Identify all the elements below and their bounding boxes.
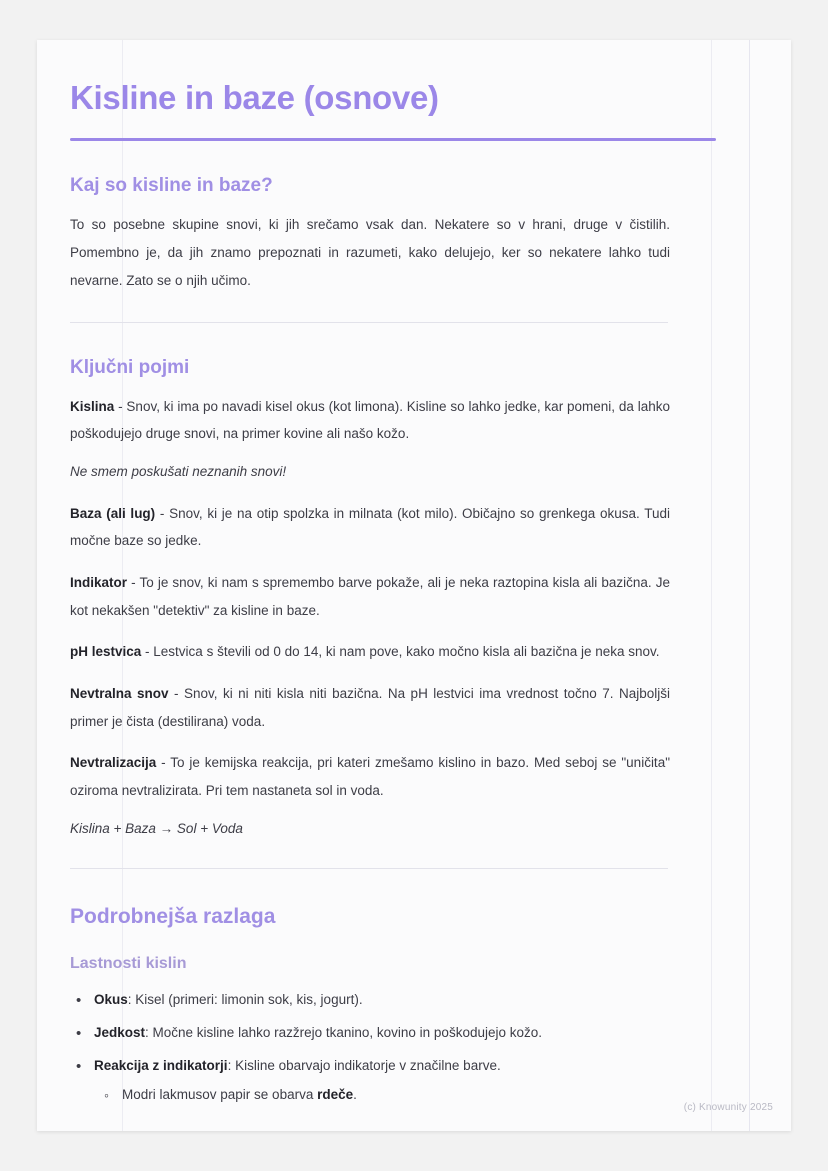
sub-list-item-emphasis: rdeče <box>317 1087 354 1103</box>
section-heading-details: Podrobnejša razlaga <box>70 905 276 929</box>
sub-list <box>94 1080 670 1109</box>
margin-rule-right <box>711 40 712 1131</box>
term-block-kislina <box>70 393 670 486</box>
section-divider-2 <box>70 868 668 869</box>
title-underline <box>70 138 716 141</box>
section-heading-intro: Kaj so kisline in baze? <box>70 174 273 196</box>
term-label: pH lestvica <box>70 644 142 660</box>
page-title: Kisline in baze (osnove) <box>70 79 439 116</box>
term-label: Nevtralizacija <box>70 755 157 771</box>
term-paragraph <box>70 638 670 666</box>
section-heading-key-terms: Ključni pojmi <box>70 356 190 378</box>
list-item-text: : Kisline obarvajo indikatorje v značilne barve. <box>227 1058 501 1074</box>
section-divider-1 <box>70 322 668 323</box>
term-paragraph <box>70 749 670 804</box>
term-paragraph <box>70 569 670 624</box>
list-item <box>94 1018 670 1047</box>
term-paragraph <box>70 680 670 735</box>
term-block-nevtralizacija <box>70 749 670 842</box>
term-block-baza <box>70 500 670 555</box>
term-definition: - Snov, ki ima po navadi kisel okus (kot limona). Kisline so lahko jedke, kar pomeni, da lahko poškodujejo druge snovi, na primer kovine ali našo kožo. <box>70 398 670 442</box>
list-item-text: : Močne kisline lahko razžrejo tkanino, kovino in poškodujejo kožo. <box>145 1025 542 1041</box>
list-item-label: Jedkost <box>94 1025 146 1041</box>
list-item <box>94 985 670 1014</box>
term-definition: - Snov, ki je na otip spolzka in milnata (kot milo). Običajno so grenkega okusa. Tudi močne baze so jedke. <box>70 505 671 549</box>
term-definition: - To je kemijska reakcija, pri kateri zmešamo kislino in bazo. Med seboj se "uničita" oziroma nevtralizirata. Pri tem nastaneta sol in voda. <box>70 755 670 799</box>
sub-list-item-suffix: . <box>353 1087 357 1103</box>
term-definition: - To je snov, ki nam s spremembo barve pokaže, ali je neka raztopina kisla ali bazična. Je kot nekakšen "detektiv" za kisline in baze. <box>70 574 670 618</box>
term-label: Kislina <box>70 398 115 414</box>
document-content <box>70 40 670 1113</box>
term-definition: - Lestvica s števili od 0 do 14, ki nam pove, kako močno kisla ali bazična je neka snov. <box>141 644 660 660</box>
list-item-text: : Kisel (primeri: limonin sok, kis, jogurt). <box>127 992 363 1008</box>
list-item-label: Reakcija z indikatorji <box>94 1058 228 1074</box>
term-definition: - Snov, ki ni niti kisla niti bazična. Na pH lestvici ima vrednost točno 7. Najboljši primer je čista (destilirana) voda. <box>70 686 670 729</box>
term-block-nevtralna-snov <box>70 680 670 735</box>
term-block-ph-lestvica <box>70 638 670 666</box>
term-label: Nevtralna snov <box>70 686 169 701</box>
footer-credit: (c) Knowunity 2025 <box>683 1102 773 1113</box>
list-item-label: Okus <box>94 992 128 1008</box>
term-note: Ne smem poskušati neznanih snovi! <box>70 463 287 479</box>
margin-rule-far-right <box>749 40 750 1131</box>
reaction-equation: Kislina + Baza → Sol + Voda <box>70 820 243 836</box>
properties-list <box>70 985 670 1109</box>
document-sheet <box>37 40 791 1131</box>
sub-list-item <box>122 1080 670 1109</box>
intro-paragraph: To so posebne skupine snovi, ki jih srečamo vsak dan. Nekatere so v hrani, druge v čistilih. Pomembno je, da jih znamo prepoznati in razumeti, kako delujejo, ker so nekatere lahko tudi nevarne. Zato se o njih učimo. <box>70 216 670 289</box>
term-paragraph <box>70 393 670 448</box>
term-block-indikator <box>70 569 670 624</box>
term-label: Baza (ali lug) <box>70 505 156 521</box>
term-paragraph <box>70 500 670 555</box>
list-item <box>94 1051 670 1109</box>
sub-list-item-text: Modri lakmusov papir se obarva <box>122 1087 318 1103</box>
term-label: Indikator <box>70 574 128 590</box>
subsection-heading-lastnosti-kislin: Lastnosti kislin <box>70 955 187 973</box>
